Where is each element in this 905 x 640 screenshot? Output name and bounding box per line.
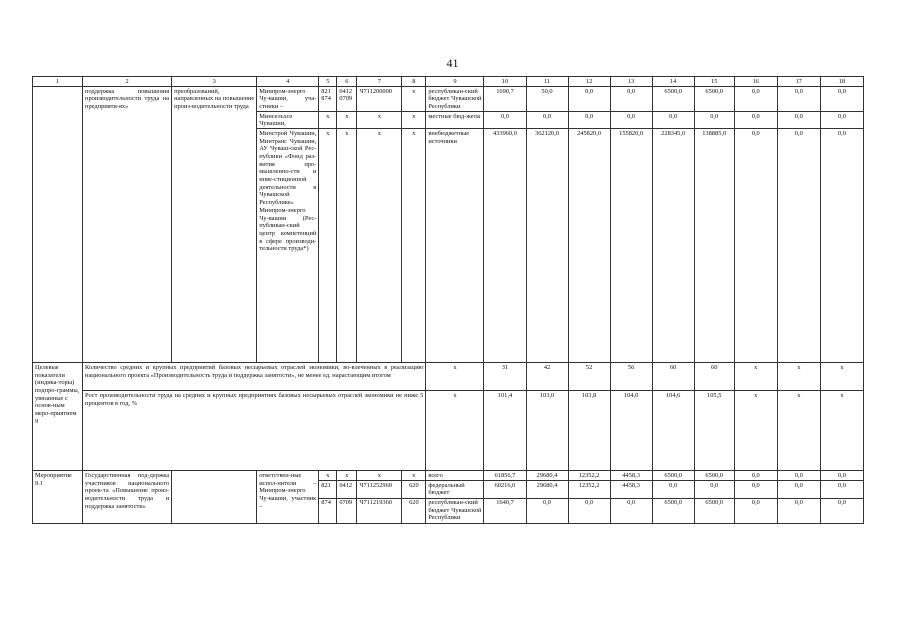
value-cell: x: [734, 391, 777, 471]
target-article-cell: Ч711219360: [357, 498, 402, 523]
measure-title-cell: Государственная под-держка участников национального проек-та «Повышение произ-водительности труда и поддержка занятости»: [83, 471, 172, 523]
value-cell: 0,0: [734, 87, 777, 112]
expense-type-cell: x: [402, 471, 426, 481]
value-cell: 0,0: [734, 498, 777, 523]
header-cell: 2: [83, 77, 172, 87]
value-cell: 29680,4: [526, 471, 568, 481]
grbs-cell: x: [319, 112, 337, 129]
value-cell: 228345,0: [652, 129, 694, 363]
value-cell: 42: [526, 363, 568, 391]
value-cell: 0,0: [610, 112, 652, 129]
value-cell: 362120,0: [526, 129, 568, 363]
section-cell: 0709: [337, 498, 357, 523]
target-article-cell: Ч711252960: [357, 481, 402, 498]
value-cell: x: [777, 363, 820, 391]
section-cell: x: [337, 112, 357, 129]
value-cell: 101,4: [484, 391, 526, 471]
value-cell: 6500,0: [694, 471, 734, 481]
value-cell: 0,0: [777, 498, 820, 523]
grbs-cell: 821: [319, 481, 337, 498]
value-cell: 0,0: [734, 129, 777, 363]
table-row: [33, 391, 864, 471]
value-cell: 1690,7: [484, 87, 526, 112]
expense-type-cell: 620: [402, 498, 426, 523]
value-cell: 103,0: [526, 391, 568, 471]
measure-number-cell: Мероприятие 9.1: [33, 471, 83, 523]
value-cell: 0,0: [734, 481, 777, 498]
table-row: [33, 471, 864, 481]
value-cell: 104,0: [610, 391, 652, 471]
grbs-cell: 821 874: [319, 87, 337, 112]
header-cell: 3: [172, 77, 257, 87]
value-cell: 1640,7: [484, 498, 526, 523]
value-cell: 31: [484, 363, 526, 391]
indicator-text-cell: Рост производительности труда на средних и крупных предприятиях базовых несырьевых отраслей экономики не ниже 5 процентов в год, %: [83, 391, 426, 471]
value-cell: 12352,2: [568, 471, 610, 481]
measure-title-cell: поддержка повышения производительности труда на предприяти-ях»: [83, 87, 172, 363]
value-cell: 52: [568, 363, 610, 391]
header-cell: 1: [33, 77, 83, 87]
table-cell: [172, 471, 257, 523]
value-cell: 433960,0: [484, 129, 526, 363]
source-cell: республикан-ский бюджет Чувашской Республики: [426, 498, 484, 523]
value-cell: 0,0: [526, 498, 568, 523]
source-cell: местные бюд-жеты: [426, 112, 484, 129]
value-cell: 155820,0: [610, 129, 652, 363]
value-cell: 60: [694, 363, 734, 391]
source-cell: x: [426, 391, 484, 471]
value-cell: 0,0: [734, 112, 777, 129]
header-cell: 18: [820, 77, 863, 87]
header-cell: 7: [357, 77, 402, 87]
value-cell: 0,0: [777, 112, 820, 129]
value-cell: 6500,0: [694, 87, 734, 112]
source-cell: республикан-ский бюджет Чувашской Республики: [426, 87, 484, 112]
header-cell: 4: [257, 77, 319, 87]
value-cell: 0,0: [568, 112, 610, 129]
expense-type-cell: x: [402, 87, 426, 112]
budget-table: [32, 76, 864, 524]
measure-goal-cell: преобразований, направленных на повышение произ-водительности труда: [172, 87, 257, 363]
value-cell: 4458,3: [610, 481, 652, 498]
value-cell: x: [777, 391, 820, 471]
header-cell: 5: [319, 77, 337, 87]
table-row: [33, 87, 864, 112]
value-cell: 0,0: [820, 112, 863, 129]
header-cell: 8: [402, 77, 426, 87]
value-cell: 4458,3: [610, 471, 652, 481]
section-cell: 0412 0709: [337, 87, 357, 112]
value-cell: 103,8: [568, 391, 610, 471]
value-cell: 0,0: [820, 481, 863, 498]
value-cell: 0,0: [568, 498, 610, 523]
page-number: 41: [446, 56, 459, 70]
value-cell: 0,0: [610, 498, 652, 523]
executor-cell: Минсельхоз Чувашии,: [257, 112, 319, 129]
targets-label-cell: Целевые показатели (индика-торы) подпро-граммы, увязанные с основ-ным меро-приятием 9: [33, 363, 83, 471]
value-cell: x: [820, 391, 863, 471]
source-cell: федеральный бюджет: [426, 481, 484, 498]
section-cell: 0412: [337, 481, 357, 498]
value-cell: 0,0: [777, 129, 820, 363]
value-cell: 50,0: [526, 87, 568, 112]
expense-type-cell: x: [402, 129, 426, 363]
header-cell: 17: [777, 77, 820, 87]
value-cell: 0,0: [568, 87, 610, 112]
value-cell: 245820,0: [568, 129, 610, 363]
value-cell: 0,0: [820, 471, 863, 481]
grbs-cell: x: [319, 129, 337, 363]
value-cell: x: [820, 363, 863, 391]
table-cell: [33, 87, 83, 363]
value-cell: 0,0: [734, 471, 777, 481]
expense-type-cell: x: [402, 112, 426, 129]
target-article-cell: x: [357, 112, 402, 129]
value-cell: 61856,7: [484, 471, 526, 481]
executor-cell: ответствен-ные испол-нители – Минпром-энерго Чу-вашии, участник –: [257, 471, 319, 523]
value-cell: 138885,0: [694, 129, 734, 363]
target-article-cell: Ч711200000: [357, 87, 402, 112]
header-cell: 15: [694, 77, 734, 87]
value-cell: 6500,0: [652, 498, 694, 523]
value-cell: 12352,2: [568, 481, 610, 498]
section-cell: x: [337, 129, 357, 363]
value-cell: 0,0: [777, 471, 820, 481]
header-cell: 9: [426, 77, 484, 87]
header-row: [33, 77, 864, 87]
expense-type-cell: 620: [402, 481, 426, 498]
value-cell: 0,0: [820, 129, 863, 363]
value-cell: 0,0: [820, 498, 863, 523]
grbs-cell: x: [319, 471, 337, 481]
header-cell: 13: [610, 77, 652, 87]
source-cell: всего: [426, 471, 484, 481]
value-cell: 6500,0: [652, 87, 694, 112]
table-row: [33, 363, 864, 391]
grbs-cell: 874: [319, 498, 337, 523]
value-cell: 0,0: [652, 481, 694, 498]
value-cell: 0,0: [820, 87, 863, 112]
header-cell: 10: [484, 77, 526, 87]
source-cell: x: [426, 363, 484, 391]
section-cell: x: [337, 471, 357, 481]
source-cell: внебюджетные источники: [426, 129, 484, 363]
value-cell: 56: [610, 363, 652, 391]
value-cell: 6500,0: [694, 498, 734, 523]
value-cell: 60216,0: [484, 481, 526, 498]
value-cell: x: [734, 363, 777, 391]
target-article-cell: x: [357, 129, 402, 363]
value-cell: 105,5: [694, 391, 734, 471]
value-cell: 29680,4: [526, 481, 568, 498]
value-cell: 0,0: [777, 481, 820, 498]
header-cell: 6: [337, 77, 357, 87]
value-cell: 60: [652, 363, 694, 391]
value-cell: 0,0: [777, 87, 820, 112]
target-article-cell: x: [357, 471, 402, 481]
header-cell: 14: [652, 77, 694, 87]
indicator-text-cell: Количество средних и крупных предприятий базовых несырьевых отраслей экономики, во-влеченных в реализацию национального проекта «Производительность труда и поддержка занятости», не менее ед. нарастающим итогом: [83, 363, 426, 391]
header-cell: 11: [526, 77, 568, 87]
value-cell: 0,0: [610, 87, 652, 112]
header-cell: 16: [734, 77, 777, 87]
executor-cell: Минстрой Чувашии, Минтранс Чувашии, АУ Чуваш-ской Рес-публики «Фонд раз-вития про-мышленно-сти и инве-стиционной деятельности в Чувашской Республике» Минпром-энерго Чу-вашии (Рес-публикан-ский центр компетенций в сфере производи-тельности труда*): [257, 129, 319, 363]
value-cell: 0,0: [652, 112, 694, 129]
value-cell: 0,0: [694, 481, 734, 498]
value-cell: 0,0: [694, 112, 734, 129]
executor-cell: Минпром-энерго Чу-вашии, уча-стники –: [257, 87, 319, 112]
value-cell: 0,0: [484, 112, 526, 129]
header-cell: 12: [568, 77, 610, 87]
value-cell: 104,6: [652, 391, 694, 471]
value-cell: 6500,0: [652, 471, 694, 481]
value-cell: 0,0: [526, 112, 568, 129]
